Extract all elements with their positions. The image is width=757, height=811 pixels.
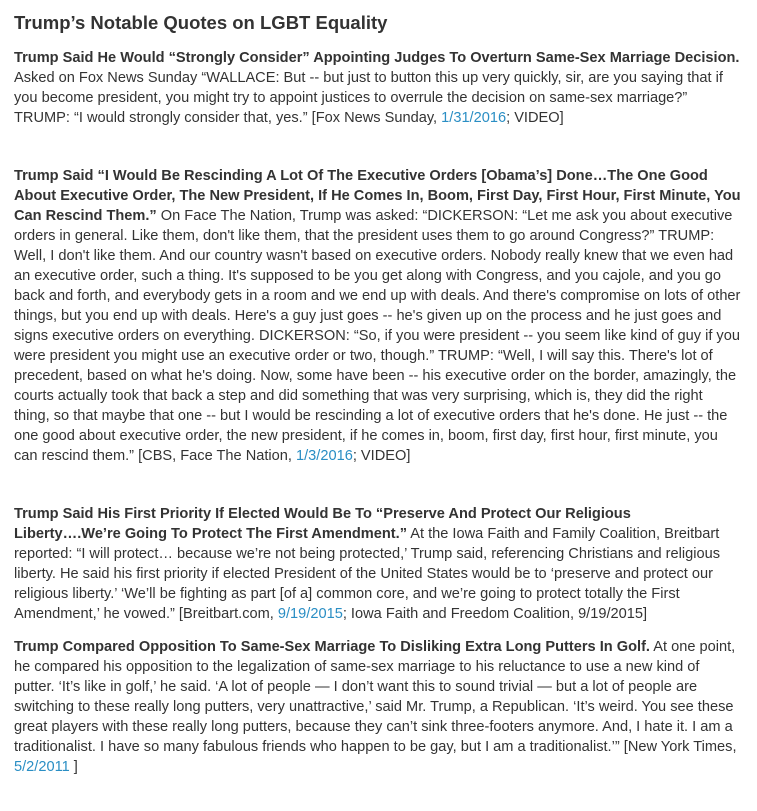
quote-body: At one point, he compared his opposition to the legalization of same-sex marriage to his reluctance to use a new kind of putter. ‘It’s like in golf,’ he said. ‘A lot of people — I don’t want this to sound trivial — but a lot of people are switching to these really long putters, very unattractive,’ said Mr. Trump, a Republican. ‘It’s weird. You see these great players with these really long putters, because they can’t sink three-footers anymore. And, I hate it. I am a traditionalist. I have so many fabulous friends who happen to be gay, but I am a traditionalist.’” [New York Times, — [14, 639, 737, 755]
quote-paragraph — [14, 166, 741, 466]
quote-body: At the Iowa Faith and Family Coalition, Breitbart reported: “I will protect… because we’re not being protected,’ Trump said, referencing Christians and religious liberty. He said his first priority if elected President of the United States would be to ‘preserve and protect our religious liberty.’ ‘We’ll be fighting as part [of a] common core, and we’re going to protect totally the First Amendment,’ he vowed.” [Breitbart.com, — [14, 526, 720, 622]
quote-paragraph — [14, 504, 741, 624]
quote-source-tail: ; VIDEO] — [352, 448, 411, 464]
quote-headline: Trump Said “I Would Be Rescinding A Lot Of The Executive Orders [Obama’s] Done…The One Good About Executive Order, The New President, If He Comes In, Boom, First Day, First Hour, First Minute, You Can Rescind Them.” — [14, 168, 741, 224]
quote-source-tail: ; Iowa Faith and Freedom Coalition, 9/19/2015] — [342, 606, 648, 622]
page-title: Trump’s Notable Quotes on LGBT Equality — [14, 12, 388, 33]
quote-headline: Trump Said His First Priority If Elected Would Be To “Preserve And Protect Our Religious Liberty….We’re Going To Protect The First Amendment.” — [14, 506, 631, 542]
quote-headline: Trump Compared Opposition To Same-Sex Marriage To Disliking Extra Long Putters In Golf. — [14, 639, 650, 655]
source-date-link[interactable]: 5/2/2011 — [14, 759, 70, 775]
quote-source-tail: ; VIDEO] — [506, 110, 564, 126]
quote-body: On Face The Nation, Trump was asked: “DICKERSON: “Let me ask you about executive orders in general. Like them, don't like them, that the president uses them to go around Congress?” TRUMP: Well, I don't like them. And our country wasn't based on executive orders. Nobody really knew that we even had an executive order, such a thing. It's supposed to be you get along with Congress, and you cajole, and you go back and forth, and everybody gets in a room and we end up with deals. And there's compromise on lots of other things, but you end up with deals. Here's a guy just goes -- he's given up on the process and he just goes and signs executive orders on everything. DICKERSON: “So, if you were president -- you seem like kind of guy if you were president you might use an executive order or two, though.” TRUMP: “Well, I will say this. There's lot of precedent, based on what he's doing. Now, some have been -- his executive order on the border, amazingly, the courts actually took that back a step and did something that was very surprising, which is, they did the right thing, so that maybe that one -- but I would be rescinding a lot of executive orders that he's done. He just -- the one good about executive order, the new president, if he comes in, boom, first day, first hour, first minute, you can rescind them.” [CBS, Face The Nation, — [14, 208, 741, 464]
quote-headline: Trump Said He Would “Strongly Consider” Appointing Judges To Overturn Same-Sex Marriage Decision. — [14, 50, 740, 66]
source-date-link[interactable]: 1/31/2016 — [441, 110, 507, 126]
quote-paragraph — [14, 637, 741, 777]
quote-body: Asked on Fox News Sunday “WALLACE: But -- but just to button this up very quickly, sir, are you saying that if you become president, you might try to appoint justices to overrule the decision on same-sex marriage?” TRUMP: “I would strongly consider that, yes.” [Fox News Sunday, — [14, 70, 723, 126]
source-date-link[interactable]: 9/19/2015 — [277, 606, 343, 622]
quote-paragraph — [14, 48, 741, 128]
source-date-link[interactable]: 1/3/2016 — [296, 448, 353, 464]
quote-source-tail: ] — [69, 759, 78, 775]
